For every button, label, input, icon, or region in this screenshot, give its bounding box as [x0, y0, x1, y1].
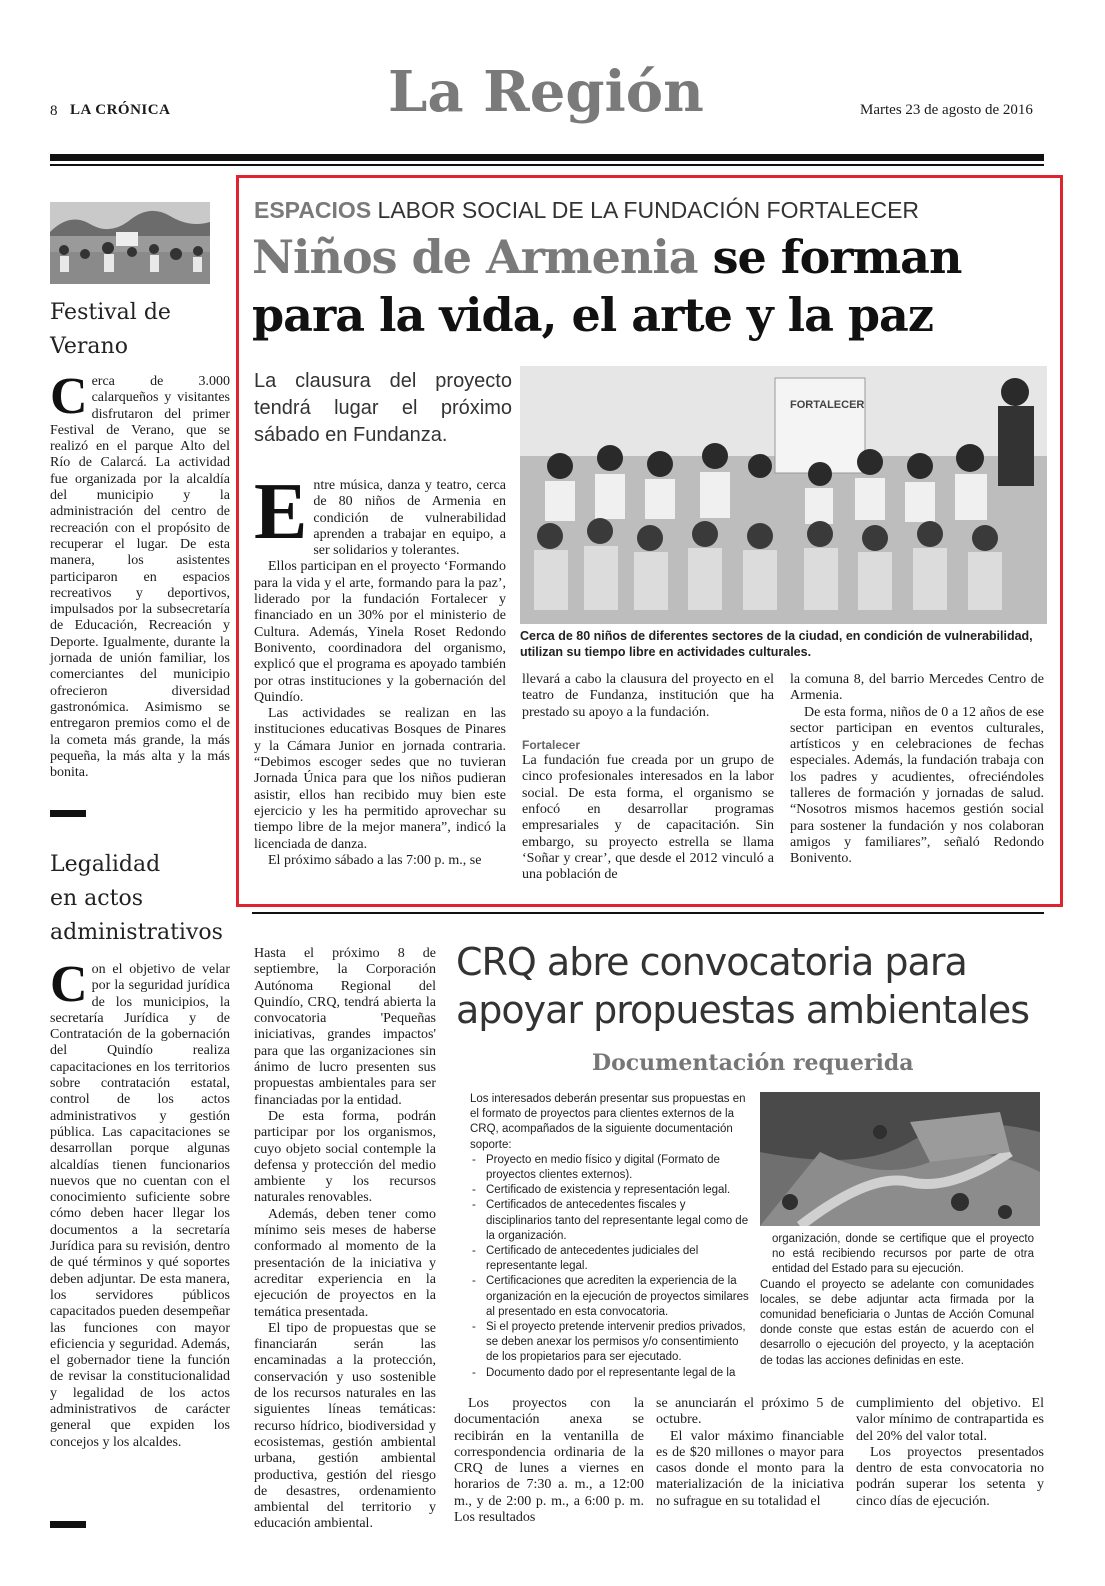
main-col3-p1: la comuna 8, del barrio Mercedes Centro de Armenia.	[790, 672, 1044, 704]
header-rule-thick	[50, 154, 1044, 161]
festival-body: erca de 3.000 calarqueños y visitantes disfrutaron del primer Festival de Verano, que se realizó en el parque Alto del Río de Calarcá. La actividad fue organizada por la alcaldía del municipio y la administración del centro de recreación con el propósito de recuperar el lugar. De esta manera, los asistentes participaron en espacios recreativos y deportivos, impulsados por la subsecretaría de Educación, Recreación y Deporte. Igualmente, durante la jornada de unión familiar, los comerciantes del municipio ofrecieron diversidad gastronómica. Asimismo se entregaron premios como el de la cometa más grande, la más pequeña, la más alta y la más bonita.	[50, 374, 230, 781]
crq-bottom-col3	[856, 1396, 1044, 1510]
children-photo	[520, 366, 1047, 624]
main-headline	[252, 228, 1052, 344]
header-rule-thin	[50, 164, 1044, 166]
section-title: La Región	[388, 59, 704, 125]
crq-col1-p2: De esta forma, podrán participar por los organismos, cuyo objeto social contemple la defensa y protección del medio ambiente y los recursos naturales renovables.	[254, 1108, 436, 1206]
legalidad-article	[50, 956, 230, 1451]
crq-col1-p1: Hasta el próximo 8 de septiembre, la Corporación Autónoma Regional del Quindío, CRQ, tendrá abierta la convocatoria 'Pequeñas iniciativas, grandes impactos' para que las organizaciones sin ánimo de lucro presenten sus propuestas ambientales para ser financiadas por la entidad.	[254, 946, 436, 1108]
festival-dropcap: C	[50, 368, 88, 425]
bullet-dash: -	[472, 1184, 476, 1197]
festival-title	[50, 296, 225, 364]
bullet-dash: -	[472, 1199, 476, 1212]
landscape-photo	[760, 1092, 1040, 1226]
page-number: 8	[50, 103, 58, 119]
main-story-kicker	[254, 197, 919, 224]
main-p4: El próximo sábado a las 7:00 p. m., se	[268, 852, 482, 868]
crq-box-item: Certificado de existencia y representación legal.	[486, 1184, 731, 1197]
festival-title-line1: Festival de	[50, 300, 171, 325]
headline-gray: Niños de Armenia	[252, 230, 698, 284]
crq-bottom-col2	[656, 1396, 844, 1510]
crq-bottom-p3b: Los proyectos presentados dentro de esta convocatoria no podrán superar los setenta y cinco días de ejecución.	[856, 1444, 1044, 1509]
crq-col1-p4: El tipo de propuestas que se financiarán serán las encaminadas a la protección, conservación y uso sostenible de los recursos naturales en las siguientes líneas temáticas: recurso hídrico, biodiversidad y ecosistemas, gestión ambiental urbana, gestión ambiental productiva, gestión del riesgo de desastres, ordenamiento ambiental del territorio y educación ambiental.	[254, 1320, 436, 1532]
main-col2	[522, 672, 774, 884]
crq-box-item: Certificados de antecedentes fiscales y disciplinarios tanto del representante legal como de la organización.	[486, 1199, 749, 1242]
crq-box-intro: Los interesados deberán presentar sus propuestas en el formato de proyectos para clientes externos de la CRQ, acompañados de la siguiente documentación soporte:	[470, 1093, 746, 1151]
bullet-dash: -	[472, 1366, 476, 1379]
crq-box-item: Documento dado por el representante legal de la	[486, 1366, 736, 1379]
main-col3-p2: De esta forma, niños de 0 a 12 años de ese sector participan en eventos culturales, artísticos y en celebraciones de fechas especiales. Además, la fundación trabaja con los padres y acudientes, ofreciéndoles talleres de formación y jornadas de salud. “Nosotros mismos hacemos gestión social para sostener la fundación y nos colaboran amigos y familiares”, señaló Redondo Bonivento.	[790, 704, 1044, 867]
main-col2-p1: llevará a cabo la clausura del proyecto en el teatro de Fundanza, institución que ha prestado su apoyo a la fundación.	[522, 672, 774, 720]
main-col2-p2: La fundación fue creada por un grupo de cinco profesionales interesados en la labor social. De esta forma, el organismo se enfocó en desarrollar programas empresariales y de capacitación. Sin embargo, su proyecto estrella se llama ‘Soñar y crear’, que desde el 2012 vinculó a una población de	[522, 753, 774, 883]
legalidad-dropcap: C	[50, 956, 88, 1013]
bullet-dash: -	[472, 1275, 476, 1288]
sidebar-separator-2	[50, 1521, 86, 1528]
crq-box-title: Documentación requerida	[592, 1050, 914, 1076]
crq-box-right	[760, 1232, 1034, 1369]
photo-caption: Cerca de 80 niños de diferentes sectores de la ciudad, en condición de vulnerabilidad, utilizan su tiempo libre en actividades culturales.	[520, 629, 1033, 659]
crq-bottom-col1	[454, 1396, 644, 1526]
issue-date: Martes 23 de agosto de 2016	[860, 102, 1033, 118]
crq-headline-line2: apoyar propuestas ambientales	[456, 988, 1030, 1032]
crq-box-item: Proyecto en medio físico y digital (Formato de proyectos clientes externos).	[486, 1153, 720, 1182]
crq-rule	[252, 912, 1044, 914]
crq-headline-line1: CRQ abre convocatoria para	[456, 940, 967, 984]
festival-photo	[50, 202, 210, 284]
crq-box-right-p2: Cuando el proyecto se adelante con comunidades locales, se debe adjuntar acta firmada por la comunidad beneficiaria o Juntas de Acción Comunal donde conste que estas están de acuerdo con el desarrollo o ejecución del proyecto, y la aceptación de todas las acciones definidas en este.	[760, 1278, 1034, 1367]
bullet-dash: -	[472, 1153, 476, 1166]
photo-banner-text: FORTALECER	[790, 399, 865, 411]
crq-bottom-p3a: cumplimiento del objetivo. El valor mínimo de contrapartida es del 20% del valor total.	[856, 1396, 1044, 1444]
crq-box-item: Si el proyecto pretende intervenir predios privados, se deben anexar los permisos y/o consentimiento de los propietarios para ser ejecutado.	[486, 1321, 746, 1364]
main-lead: ntre música, danza y teatro, cerca de 80 niños de Armenia en condición de vulnerabilidad aprenden a trabajar en equipo, a ser solidarios y tolerantes.	[313, 478, 506, 559]
main-col1	[254, 468, 506, 869]
crq-bottom-p2a: se anunciarán el próximo 5 de octubre.	[656, 1396, 844, 1428]
main-p3: Las actividades se realizan en las instituciones educativas Bosques de Pinares y la Cámara Junior en jornada contraria. “Debimos escoger sedes que no tuvieran Jornada Única para que los niños pudieran asistir, ellos han recibido muy bien este ejercicio y les ha permitido aprovechar su tiempo libre de la mejor manera”, indicó la licenciada de danza.	[254, 706, 506, 852]
main-dropcap: E	[254, 468, 308, 556]
bullet-dash: -	[472, 1321, 476, 1334]
festival-article	[50, 368, 230, 781]
legalidad-title-line1: Legalidad	[50, 852, 161, 877]
crq-bottom-p1: Los proyectos con la documentación anexa se recibirán en la ventanilla de correspondencia ordinaria de la CRQ de lunes a viernes en horarios de 7:30 a. m., a 12:00 m., y de 2:00 p. m., a 6:00 p. m. Los resultados	[454, 1396, 644, 1526]
crq-documents-box	[470, 1092, 750, 1381]
headline-black-2: para la vida, el arte y la paz	[252, 288, 933, 342]
legalidad-body: on el objetivo de velar por la seguridad jurídica de los municipios, la secretaría Jurídica y de Contratación de la gobernación del Quindío realiza capacitaciones en los territorios sobre contratación estatal, control de los actos administrativos y gestión pública. Las capacitaciones se desarrollan porque algunas alcaldías tienen funcionarios nuevos que no cuentan con el conocimiento suficiente sobre cómo deben hacer llegar los documentos a la secretaría Jurídica para su revisión, dentro de qué términos y qué soportes deben adjuntar. De esta manera, los servidores públicos capacitados pueden desempeñar las funciones con mayor eficiencia y seguridad. Además, el gobernador tiene la función de revisar la constitucionalidad y legalidad de los actos administrativos de carácter general que expiden los concejos y los alcaldes.	[50, 962, 230, 1450]
main-p2: Ellos participan en el proyecto ‘Formando para la vida y el arte, formando para la paz’, liderado por la fundación Fortalecer y financiado en un 30% por el ministerio de Cultura. Además, Yinela Roset Redondo Bonivento, coordinadora del organismo, explicó que el programa es apoyado también por otras instituciones y la gobernación del Quindío.	[254, 559, 506, 705]
legalidad-title	[50, 848, 230, 950]
main-col3	[790, 672, 1044, 868]
crq-box-item: Certificaciones que acrediten la experiencia de la organización en la ejecución de proyectos similares al presentado en esta convocatoria.	[486, 1275, 749, 1318]
sidebar-separator-1	[50, 810, 86, 817]
bullet-dash: -	[472, 1245, 476, 1258]
legalidad-title-line2: en actos	[50, 886, 143, 911]
kicker-label: ESPACIOS	[254, 197, 372, 223]
kicker-topic: LABOR SOCIAL DE LA FUNDACIÓN FORTALECER	[377, 197, 920, 223]
crq-box-item: Certificado de antecedentes judiciales del representante legal.	[486, 1245, 699, 1273]
main-col2-subhead: Fortalecer	[522, 737, 581, 752]
crq-box-list	[470, 1153, 750, 1381]
festival-title-line2: Verano	[50, 334, 128, 359]
crq-box-right-cont: organización, donde se certifique que el proyecto no está recibiendo recursos por parte de otra entidad del Estado para su ejecución.	[772, 1233, 1034, 1276]
crq-col1	[254, 946, 436, 1533]
headline-black-1: se forman	[712, 230, 962, 284]
crq-headline	[456, 938, 1046, 1034]
crq-bottom-p2b: El valor máximo financiable es de $20 millones o mayor para casos donde el monto para la materialización de la iniciativa no sufrague en su totalidad el	[656, 1428, 844, 1509]
legalidad-title-line3: administrativos	[50, 920, 223, 945]
paper-name: LA CRÓNICA	[70, 102, 171, 118]
crq-col1-p3: Además, deben tener como mínimo seis meses de haberse conformado al momento de la presentación de la iniciativa y acreditar experiencia en la ejecución de proyectos en la temática presentada.	[254, 1206, 436, 1320]
main-deck: La clausura del proyecto tendrá lugar el próximo sábado en Fundanza.	[254, 370, 512, 446]
